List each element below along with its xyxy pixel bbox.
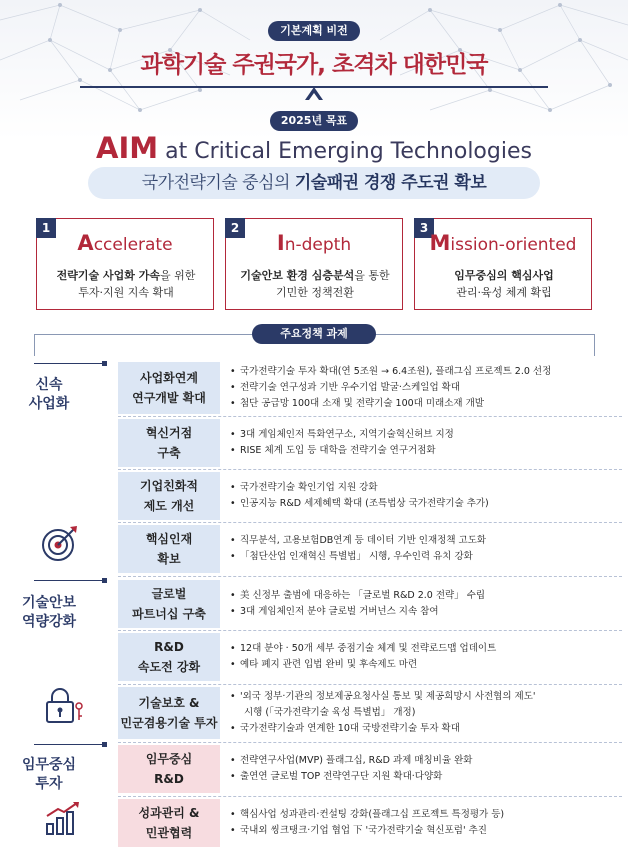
strategy-desc: [419, 267, 589, 301]
policy-item-line2: 민군겸용기술 투자: [120, 716, 218, 730]
strategy-title-rest: ission-oriented: [450, 235, 577, 255]
strategy-card-3: [414, 218, 592, 310]
category-tech-security: [10, 594, 88, 632]
policy-bracket-left: [34, 334, 35, 356]
policy-bullets-2: [230, 419, 622, 467]
policy-item-line1: 기술보호 &: [138, 696, 200, 710]
policy-item-line1: 글로벌: [151, 587, 187, 601]
bullet-item: • 美 신정부 출범에 대응하는 「글로벌 R&D 2.0 전략」 수립: [230, 588, 622, 604]
vision-title: 과학기술 주권국가, 초격차 대한민국: [140, 52, 488, 78]
policy-bullets-6: [230, 633, 622, 681]
policy-item-4: [118, 525, 220, 573]
bullet-item: • RISE 체계 도입 등 대학을 전략기술 연구거점화: [230, 443, 622, 459]
category-line: [34, 363, 106, 364]
banner-part-b: 기술패권 경쟁 주도권 확보: [294, 173, 487, 193]
up-arrow-inner: [309, 93, 319, 100]
vision-label: 기본계획 비전: [268, 21, 360, 41]
strategy-number: 2: [225, 218, 245, 238]
bullet-item: • 「첨단산업 인재혁신 특별법」 시행, 우수인력 유치 강화: [230, 549, 622, 565]
policy-bracket-right: [594, 334, 595, 356]
strategy-title: [415, 231, 591, 255]
policy-item-line2: 연구개발 확대: [132, 391, 206, 405]
bullet-item: • 국가전략기술 확인기업 지원 강화: [230, 480, 622, 496]
policy-item-line1: R&D: [154, 640, 184, 654]
policy-item-line1: 임무중심: [145, 752, 193, 766]
policy-bullets-5: [230, 580, 622, 628]
policy-item-line2: 제도 개선: [143, 499, 195, 513]
policy-bullets-7: [230, 687, 622, 739]
row-separator: [118, 684, 622, 685]
bullet-item: • 전략연구사업(MVP) 플래그십, R&D 과제 매칭비율 완화: [230, 753, 622, 769]
bullet-item: • 3대 게임체인저 분야 글로벌 거버넌스 지속 참여: [230, 604, 622, 620]
strategy-desc-bold: 전략기술 사업화 가속: [56, 269, 160, 282]
bullet-item: • 국가전략기술 투자 확대(연 5조원 → 6.4조원), 플래그십 프로젝트 2.0 선정: [230, 364, 622, 380]
row-separator: [118, 796, 622, 797]
policy-bullets-4: [230, 525, 622, 573]
strategy-desc-bold: 임무중심의 핵심사업: [454, 269, 554, 282]
strategy-desc-rest: 을 통한: [354, 269, 390, 282]
category-mission-investment: [10, 756, 88, 794]
row-separator: [118, 630, 622, 631]
policy-bullets-8: [230, 745, 622, 793]
strategy-card-1: [36, 218, 214, 310]
bullet-item: • '외국 정부·기관의 정보제공요청사실 통보 및 제공희망시 사전협의 제도': [230, 689, 622, 705]
bar-chart-icon: [44, 800, 82, 838]
bullet-item-continued: 시행 (「국가전략기술 육성 특별법」 개정): [244, 707, 416, 718]
bullet-item: • 예타 폐지 관련 입법 완비 및 후속제도 마련: [230, 657, 622, 673]
strategy-desc-line2: 관리·육성 체계 확립: [456, 286, 552, 299]
aim-rest: at Critical Emerging Technologies: [158, 139, 532, 164]
strategy-desc-rest: 을 위한: [159, 269, 196, 282]
strategy-desc-line2: 투자·지원 지속 확대: [78, 286, 174, 299]
strategy-desc: [41, 267, 211, 301]
policy-item-line1: 핵심인재: [145, 532, 193, 546]
bullet-item: • 첨단 공급망 100대 소재 및 전략기술 100대 미래소재 개발: [230, 396, 622, 412]
policy-item-8: [118, 745, 220, 793]
bullet-item: • 직무분석, 고용보험DB연계 등 데이터 기반 인재정책 고도화: [230, 533, 622, 549]
bullet-item: • 국가전략기술과 연계한 10대 국방전략기술 투자 확대: [230, 721, 622, 737]
goal-banner: [88, 167, 540, 199]
bullet-item: • 전략기술 연구성과 기반 우수기업 발굴·스케일업 확대: [230, 380, 622, 396]
bullet-item: • 인공지능 R&D 세제혜택 확대 (조특법상 국가전략기술 추가): [230, 496, 622, 512]
policy-bullets-3: [230, 472, 622, 520]
lock-key-icon: [44, 688, 84, 724]
goal-label: 2025년 목표: [270, 111, 358, 131]
policy-item-2: [118, 419, 220, 467]
category-line2: 사업화: [28, 396, 70, 412]
policy-item-3: [118, 472, 220, 520]
aim-word: AIM: [96, 131, 159, 165]
policy-item-6: [118, 633, 220, 681]
policy-bullets-9: [230, 799, 622, 847]
category-line1: 임무중심: [21, 757, 77, 773]
policy-item-line2: 파트너십 구축: [132, 607, 206, 621]
policy-item-line2: 속도전 강화: [137, 660, 201, 674]
policy-item-9: [118, 799, 220, 847]
strategy-desc-bold: 기술안보 환경 심층분석: [240, 269, 355, 282]
policy-item-7: [118, 687, 220, 739]
row-separator: [118, 416, 622, 417]
category-line2: 역량강화: [21, 614, 77, 630]
category-line2: 투자: [35, 776, 63, 792]
policy-label: 주요정책 과제: [252, 324, 376, 344]
strategy-desc-line2: 기민한 정책전환: [276, 286, 354, 299]
row-separator: [118, 469, 622, 470]
strategy-title-rest: n-depth: [284, 235, 352, 255]
policy-item-line2: 민관협력: [145, 826, 193, 840]
policy-item-line2: R&D: [154, 772, 184, 786]
policy-item-line1: 성과관리 &: [138, 806, 200, 820]
policy-bullets-1: [230, 362, 622, 414]
banner-part-a: 국가전략기술 중심의: [141, 173, 295, 193]
policy-item-1: [118, 362, 220, 414]
category-dot: [102, 361, 107, 366]
bullet-item: • 핵심사업 성과관리·컨설팅 강화(플래그십 프로젝트 특정평가 등): [230, 807, 622, 823]
bullet-item: • 3대 게임체인저 특화연구소, 지역기술혁신허브 지정: [230, 427, 622, 443]
policy-item-line2: 구축: [157, 446, 181, 460]
target-icon: [40, 523, 80, 563]
policy-item-line2: 확보: [157, 552, 181, 566]
category-line1: 신속: [35, 377, 63, 393]
aim-headline: [0, 131, 628, 165]
category-line1: 기술안보: [21, 595, 77, 611]
policy-item-line1: 사업화연계: [140, 371, 198, 385]
strategy-initial: A: [77, 231, 94, 255]
strategy-title: [37, 231, 213, 255]
category-dot: [102, 578, 107, 583]
row-separator: [118, 522, 622, 523]
strategy-desc: [230, 267, 400, 301]
strategy-title-rest: ccelerate: [93, 235, 173, 255]
bullet-item: • 12대 분야 · 50개 세부 중점기술 체계 및 전략로드맵 업데이트: [230, 641, 622, 657]
category-dot: [102, 742, 107, 747]
strategy-number: 3: [414, 218, 434, 238]
policy-item-line1: 기업친화적: [140, 479, 198, 493]
policy-item-line1: 혁신거점: [145, 426, 193, 440]
category-rapid-commercialization: [10, 376, 88, 414]
strategy-initial: M: [429, 231, 451, 255]
row-separator: [118, 576, 622, 577]
strategy-initial: I: [276, 231, 285, 255]
bullet-item: • 국내외 씽크탱크·기업 협업 下 '국가전략기술 혁신포럼' 추진: [230, 823, 622, 839]
category-line: [34, 580, 106, 581]
policy-item-5: [118, 580, 220, 628]
category-line: [34, 744, 106, 745]
strategy-number: 1: [36, 218, 56, 238]
row-separator: [118, 742, 622, 743]
bullet-item: • 출연연 글로벌 TOP 전략연구단 지원 확대·다양화: [230, 769, 622, 785]
strategy-title: [226, 231, 402, 255]
strategy-card-2: [225, 218, 403, 310]
